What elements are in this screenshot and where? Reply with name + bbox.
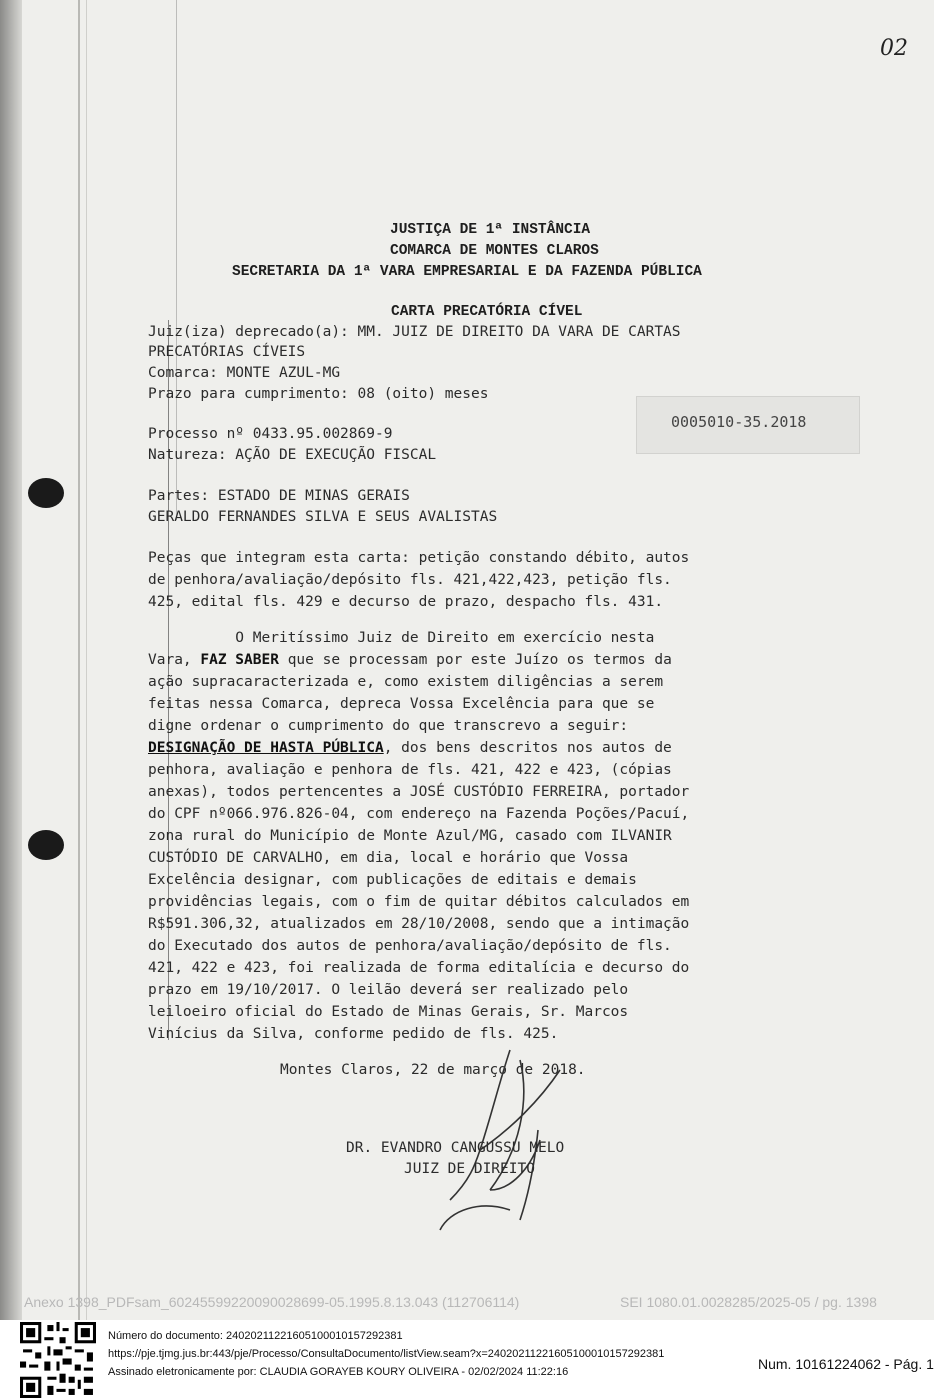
page-edge-shadow: [0, 0, 22, 1320]
header-line-1: JUSTIÇA DE 1ª INSTÂNCIA: [390, 222, 591, 238]
header-line-2: COMARCA DE MONTES CLAROS: [390, 243, 599, 259]
body-text: que se processam por este Juízo os termos da: [278, 652, 672, 668]
body-line: Vinícius da Silva, conforme pedido de fls. 425.: [148, 1026, 559, 1042]
footer-signed-by: Assinado eletronicamente por: CLAUDIA GORAYEB KOURY OLIVEIRA - 02/02/2024 11:22:16: [108, 1366, 569, 1378]
body-line: prazo em 19/10/2017. O leilão deverá ser realizado pelo: [148, 982, 629, 998]
field-partes-line-2: GERALDO FERNANDES SILVA E SEUS AVALISTAS: [148, 509, 498, 525]
watermark-left: Anexo 1398_PDFsam_60245599220090028699-05.1995.8.13.043 (112706114): [24, 1294, 520, 1310]
body-line: zona rural do Município de Monte Azul/MG, casado com ILVANIR: [148, 828, 672, 844]
body-line: do CPF nº066.976.826-04, com endereço na Fazenda Poções/Pacuí,: [148, 806, 690, 822]
body-line: feitas nessa Comarca, depreca Vossa Excelência para que se: [148, 696, 655, 712]
field-processo: Processo nº 0433.95.002869-9: [148, 426, 393, 442]
protocol-stamp: [636, 396, 860, 454]
body-line: R$591.306,32, atualizados em 28/10/2008, sendo que a intimação: [148, 916, 690, 932]
pecas-line: 425, edital fls. 429 e decurso de prazo, despacho fls. 431.: [148, 594, 664, 610]
document-title: CARTA PRECATÓRIA CÍVEL: [391, 304, 583, 320]
watermark-right: SEI 1080.01.0028285/2025-05 / pg. 1398: [620, 1294, 877, 1310]
designacao-heading: DESIGNAÇÃO DE HASTA PÚBLICA: [148, 740, 384, 756]
stamp-number: 0005010-35.2018: [671, 413, 807, 431]
body-line: penhora, avaliação e penhora de fls. 421, 422 e 423, (cópias: [148, 762, 672, 778]
body-line: leiloeiro oficial do Estado de Minas Gerais, Sr. Marcos: [148, 1004, 629, 1020]
punch-hole-top: [28, 478, 64, 508]
footer-page-number: Num. 10161224062 - Pág. 1: [758, 1356, 934, 1372]
body-line: CUSTÓDIO DE CARVALHO, em dia, local e horário que Vossa: [148, 850, 629, 866]
footer-url-link[interactable]: https://pje.tjmg.jus.br:443/pje/Processo/ConsultaDocumento/listView.seam?x=24020211221605100010157292381: [108, 1348, 665, 1360]
body-line: [148, 652, 672, 668]
field-juiz-line-2: PRECATÓRIAS CÍVEIS: [148, 344, 306, 360]
body-line: ação supracaracterizada e, como existem diligências a serem: [148, 674, 664, 690]
body-line: 421, 422 e 423, foi realizada de forma editalícia e decurso do: [148, 960, 690, 976]
page-fold-line: [78, 0, 80, 1320]
body-line: [148, 740, 672, 756]
body-line: do Executado dos autos de penhora/avaliação/depósito de fls.: [148, 938, 672, 954]
body-line: providências legais, com o fim de quitar débitos calculados em: [148, 894, 690, 910]
margin-line-upper: [176, 0, 177, 520]
page-fold-line-secondary: [86, 0, 87, 1320]
body-line: O Meritíssimo Juiz de Direito em exercício nesta: [148, 630, 655, 646]
punch-hole-bottom: [28, 830, 64, 860]
body-line: Excelência designar, com publicações de editais e demais: [148, 872, 637, 888]
faz-saber-text: FAZ SABER: [200, 652, 279, 668]
field-partes-line-1: Partes: ESTADO DE MINAS GERAIS: [148, 488, 410, 504]
body-text: , dos bens descritos nos autos de: [383, 740, 672, 756]
qr-code-icon: [20, 1322, 96, 1398]
field-comarca: Comarca: MONTE AZUL-MG: [148, 365, 341, 381]
signer-role: JUIZ DE DIREITO: [404, 1161, 535, 1177]
field-juiz-line-1: Juiz(iza) deprecado(a): MM. JUIZ DE DIREITO DA VARA DE CARTAS: [148, 324, 681, 340]
pecas-line: Peças que integram esta carta: petição constando débito, autos: [148, 550, 690, 566]
page-number-handwritten: 02: [880, 36, 908, 61]
body-line: anexas), todos pertencentes a JOSÉ CUSTÓDIO FERREIRA, portador: [148, 784, 690, 800]
footer-document-number: Número do documento: 24020211221605100010157292381: [108, 1330, 403, 1342]
body-text: Vara,: [148, 652, 201, 668]
field-natureza: Natureza: AÇÃO DE EXECUÇÃO FISCAL: [148, 447, 437, 463]
pecas-line: de penhora/avaliação/depósito fls. 421,422,423, petição fls.: [148, 572, 672, 588]
body-line: digne ordenar o cumprimento do que transcrevo a seguir:: [148, 718, 629, 734]
field-prazo: Prazo para cumprimento: 08 (oito) meses: [148, 386, 489, 402]
signer-name: DR. EVANDRO CANGUSSU MELO: [346, 1140, 565, 1156]
date-line: Montes Claros, 22 de março de 2018.: [280, 1062, 586, 1078]
header-line-3: SECRETARIA DA 1ª VARA EMPRESARIAL E DA FAZENDA PÚBLICA: [232, 264, 702, 280]
